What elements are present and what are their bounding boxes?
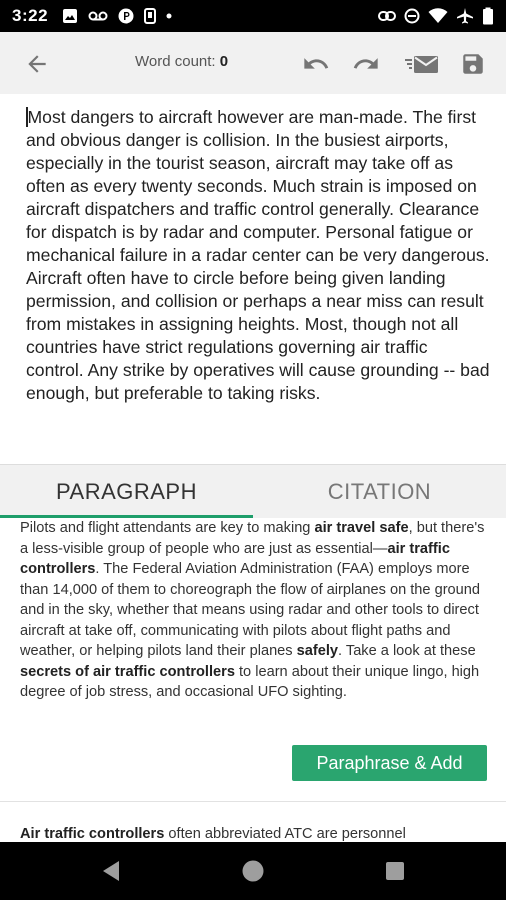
redo-button[interactable]: [350, 48, 382, 80]
tab-paragraph[interactable]: [0, 465, 253, 518]
status-bar: [0, 0, 506, 32]
nav-recents-button[interactable]: [383, 859, 407, 883]
word-count: [135, 53, 228, 70]
next-source-bold: Air traffic controllers: [20, 826, 165, 842]
recents-square-icon: [385, 861, 405, 881]
source-segment-bold: air travel safe: [314, 520, 409, 536]
undo-button[interactable]: [300, 48, 332, 80]
text-editor[interactable]: [0, 94, 506, 464]
system-icons: [378, 7, 494, 25]
wifi-icon: [428, 8, 448, 24]
next-source-paragraph: [20, 824, 406, 842]
back-triangle-icon: [101, 860, 121, 882]
paraphrase-add-button[interactable]: Paraphrase & Add: [292, 745, 487, 781]
source-segment: to learn about their unique lingo, high degree of job stress, and occasional UFO sighting.: [20, 663, 480, 700]
send-mail-icon: [404, 50, 440, 78]
source-segment: Pilots and flight attendants are key to making: [20, 520, 315, 536]
back-arrow-icon: [24, 51, 50, 77]
dot-icon: [166, 13, 172, 19]
save-button[interactable]: [457, 48, 489, 80]
source-paragraph: [0, 518, 506, 703]
do-not-disturb-icon: [404, 8, 420, 24]
image-icon: [62, 8, 78, 24]
undo-icon: [302, 50, 330, 78]
status-time: 3:22: [12, 6, 49, 25]
divider: [0, 801, 506, 802]
battery-icon: [482, 7, 494, 25]
airplane-mode-icon: [456, 7, 474, 25]
send-mail-button[interactable]: [404, 48, 440, 80]
source-segment: , but there's a less-visible group of people who are just as essential—: [20, 520, 485, 557]
paragraph-panel: [0, 518, 506, 842]
navigation-bar: [0, 842, 506, 900]
save-icon: [460, 51, 486, 77]
editor-toolbar: [0, 32, 506, 94]
editor-text: Most dangers to aircraft however are man-made. The first and obvious danger is collision. In the busiest airports, especially in the tourist season, aircraft may take off as often as every twenty seconds. Much strain is imposed on aircraft dispatchers and traffic control generally. Clearance for dispatch is by radar and computer. Personal fatigue or mechanical failure in a radar center can be very dangerous. Aircraft often have to circle before being given landing permission, and collision or perhaps a near miss can result from mistakes in assigning heights. Most, though not all countries have strict regulations governing air traffic control. Any strike by operatives will cause grounding -- bad enough, but preferable to taking risks.: [26, 107, 490, 403]
parking-icon: [118, 8, 134, 24]
word-count-label: Word count:: [135, 53, 216, 70]
voicemail-icon: [88, 10, 108, 22]
tab-citation[interactable]: [253, 465, 506, 518]
source-segment-bold: secrets of air traffic controllers: [20, 663, 235, 680]
redo-icon: [352, 50, 380, 78]
source-segment: . Take a look at these: [338, 643, 476, 659]
next-source-text: often abbreviated ATC are personnel: [164, 826, 406, 842]
nav-back-button[interactable]: [99, 859, 123, 883]
tab-paragraph-label: PARAGRAPH: [55, 478, 197, 504]
tab-citation-label: CITATION: [327, 478, 432, 504]
source-tabs: [0, 464, 506, 518]
source-segment-bold: air traffic controllers: [20, 540, 450, 577]
notification-icons: [62, 8, 172, 24]
nav-home-button[interactable]: [241, 859, 265, 883]
word-count-value: 0: [219, 53, 229, 70]
source-segment-bold: safely: [296, 643, 339, 659]
phone-notification-icon: [144, 8, 156, 24]
back-button[interactable]: [22, 49, 52, 79]
link-icon: [378, 10, 396, 22]
source-segment: . The Federal Aviation Administration (FAA) employs more than 14,000 of them to choreograph the flow of airplanes on the ground and in the sky, whether that means using radar and other tools to direct aircraft at take off, communicating with pilots about flight paths and weather, or helping pilots land their planes: [20, 561, 481, 659]
home-circle-icon: [241, 859, 265, 883]
editor-text-area[interactable]: [26, 106, 490, 405]
